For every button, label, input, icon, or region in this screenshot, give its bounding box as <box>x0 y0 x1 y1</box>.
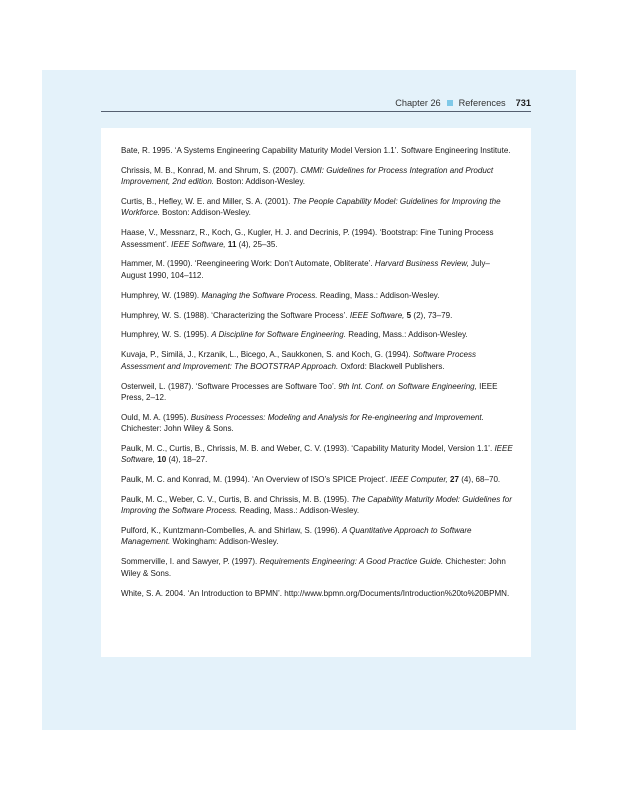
reference-list <box>121 145 513 599</box>
reference-entry: Osterweil, L. (1987). ‘Software Processes are Software Too’. 9th Int. Conf. on Software Engineering, IEEE Press, 2–12. <box>121 381 498 402</box>
square-bullet-icon <box>447 100 453 106</box>
reference-entry: Hammer, M. (1990). ‘Reengineering Work: Don’t Automate, Obliterate’. Harvard Business Review, July–August 1990, 104–112. <box>121 259 490 280</box>
reference-entry: Humphrey, W. S. (1995). A Discipline for Software Engineering. Reading, Mass.: Addison-Wesley. <box>121 330 468 340</box>
reference-entry: White, S. A. 2004. ‘An Introduction to BPMN’. http://www.bpmn.org/Documents/Introduction%20to%20BPMN. <box>121 588 510 598</box>
reference-entry: Haase, V., Messnarz, R., Koch, G., Kugler, H. J. and Decrinis, P. (1994). ‘Bootstrap: Fine Tuning Process Assessment’. IEEE Software, 11 (4), 25–35. <box>121 228 494 249</box>
chapter-label: Chapter 26 <box>395 98 441 108</box>
reference-entry: Paulk, M. C., Weber, C. V., Curtis, B. and Chrissis, M. B. (1995). The Capability Maturity Model: Guidelines for Improving the Software Process. Reading, Mass.: Addison-Wesley. <box>121 494 512 516</box>
section-title: References <box>458 98 506 108</box>
reference-entry: Ould, M. A. (1995). Business Processes: Modeling and Analysis for Re-engineering and Improvement. Chichester: John Wiley & Sons. <box>121 412 484 433</box>
reference-entry: Paulk, M. C. and Konrad, M. (1994). ‘An Overview of ISO’s SPICE Project’. IEEE Computer, 27 (4), 68–70. <box>121 475 501 485</box>
reference-entry: Chrissis, M. B., Konrad, M. and Shrum, S. (2007). CMMI: Guidelines for Process Integration and Product Improvement, 2nd edition. Boston: Addison-Wesley. <box>121 165 494 187</box>
reference-entry: Bate, R. 1995. ‘A Systems Engineering Capability Maturity Model Version 1.1’. Software Engineering Institute. <box>121 146 511 155</box>
reference-entry: Paulk, M. C., Curtis, B., Chrissis, M. B. and Weber, C. V. (1993). ‘Capability Maturity Model, Version 1.1’. IEEE Software, 10 (4), 18–27. <box>121 443 513 465</box>
running-header <box>101 96 531 110</box>
reference-entry: Pulford, K., Kuntzmann-Combelles, A. and Shirlaw, S. (1996). A Quantitative Approach to Software Management. Wokingham: Addison-Wesley. <box>121 526 472 547</box>
header-rule <box>101 111 531 112</box>
references-card <box>101 128 531 657</box>
reference-entry: Sommerville, I. and Sawyer, P. (1997). Requirements Engineering: A Good Practice Guide. Chichester: John Wiley & Sons. <box>121 557 506 578</box>
reference-entry: Humphrey, W. S. (1988). ‘Characterizing the Software Process’. IEEE Software, 5 (2), 73–79. <box>121 310 453 320</box>
page-number: 731 <box>515 98 531 108</box>
reference-entry: Kuvaja, P., Similä, J., Krzanik, L., Bicego, A., Saukkonen, S. and Koch, G. (1994). Software Process Assessment and Improvement: The BOOTSTRAP Approach. Oxford: Blackwell Publishers. <box>121 350 476 371</box>
reference-entry: Curtis, B., Hefley, W. E. and Miller, S. A. (2001). The People Capability Model: Guidelines for Improving the Workforce. Boston: Addison-Wesley. <box>121 197 501 218</box>
reference-entry: Humphrey, W. (1989). Managing the Software Process. Reading, Mass.: Addison-Wesley. <box>121 290 440 300</box>
